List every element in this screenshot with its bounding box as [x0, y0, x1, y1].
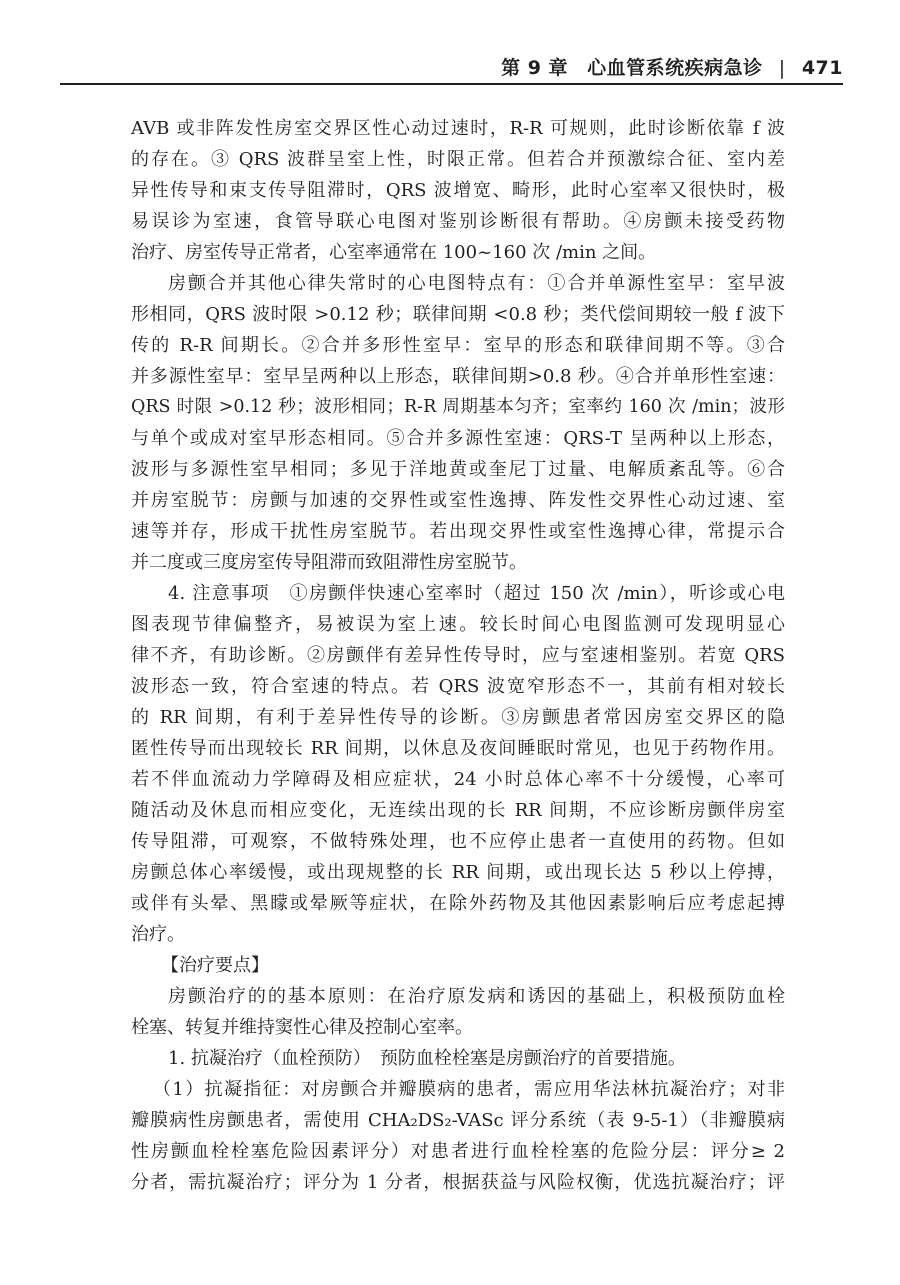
- chapter-title: 心血管系统疾病急诊: [587, 57, 763, 79]
- text-line: 瓣膜病性房颤患者，需使用 CHA₂DS₂-VASc 评分系统（表 9-5-1）（非瓣膜病: [131, 1110, 785, 1131]
- text-line: 4. 注意事项 ①房颤伴快速心室率时（超过 150 次 /min），听诊或心电: [168, 583, 785, 604]
- text-line: （1）抗凝指征：对房颤合并瓣膜病的患者，需应用华法林抗凝治疗；对非: [153, 1079, 785, 1100]
- text-line: 并多源性室早：室早呈两种以上形态，联律间期>0.8 秒。④合并单形性室速：: [131, 366, 785, 387]
- header-separator: |: [778, 57, 786, 79]
- header-rule: [60, 83, 843, 85]
- text-line: 律不齐，有助诊断。②房颤伴有差异性传导时，应与室速相鉴别。若宽 QRS: [131, 645, 785, 666]
- chapter-label: 第 9 章: [501, 57, 569, 79]
- text-line: 形相同，QRS 波时限 >0.12 秒；联律间期 <0.8 秒；类代偿间期较一般 f 波下: [131, 304, 785, 325]
- text-line: 传导阻滞，可观察，不做特殊处理，也不应停止患者一直使用的药物。但如: [131, 831, 785, 852]
- text-line: 易误诊为室速，食管导联心电图对鉴别诊断很有帮助。④房颤未接受药物: [131, 211, 785, 232]
- text-line: 或伴有头晕、黑矇或晕厥等症状，在除外药物及其他因素影响后应考虑起搏: [131, 893, 785, 914]
- text-line: 栓塞、转复并维持窦性心律及控制心室率。: [131, 1017, 473, 1038]
- running-header: [0, 40, 900, 86]
- text-line: 图表现节律偏整齐，易被误为室上速。较长时间心电图监测可发现明显心: [131, 614, 785, 635]
- text-line: 若不伴血流动力学障碍及相应症状，24 小时总体心率不十分缓慢，心率可: [131, 769, 785, 790]
- text-line: 异性传导和束支传导阻滞时，QRS 波增宽、畸形，此时心室率又很快时，极: [131, 180, 785, 201]
- section-heading: 【治疗要点】: [161, 955, 269, 976]
- text-line: 传的 R-R 间期长。②合并多形性室早：室早的形态和联律间期不等。③合: [131, 335, 785, 356]
- text-line: AVB 或非阵发性房室交界区性心动过速时，R-R 可规则，此时诊断依靠 f 波: [131, 118, 785, 139]
- text-line: 的存在。③ QRS 波群呈室上性，时限正常。但若合并预激综合征、室内差: [131, 149, 785, 170]
- text-line: 速等并存，形成干扰性房室脱节。若出现交界性或室性逸搏心律，常提示合: [131, 521, 785, 542]
- text-line: 匿性传导而出现较长 RR 间期，以休息及夜间睡眠时常见，也见于药物作用。: [131, 738, 785, 759]
- page-body: [131, 113, 785, 1198]
- text-line: 分者，需抗凝治疗；评分为 1 分者，根据获益与风险权衡，优选抗凝治疗；评: [131, 1172, 785, 1193]
- text-line: 并房室脱节：房颤与加速的交界性或室性逸搏、阵发性交界性心动过速、室: [131, 490, 785, 511]
- text-line: 1. 抗凝治疗（血栓预防） 预防血栓栓塞是房颤治疗的首要措施。: [168, 1048, 686, 1069]
- text-line: 治疗。: [131, 924, 185, 945]
- text-line: 房颤合并其他心律失常时的心电图特点有：①合并单源性室早：室早波: [168, 273, 785, 294]
- text-line: 并二度或三度房室传导阻滞而致阻滞性房室脱节。: [131, 552, 527, 573]
- text-line: 波形与多源性室早相同；多见于洋地黄或奎尼丁过量、电解质紊乱等。⑥合: [131, 459, 785, 480]
- text-line: 的 RR 间期，有利于差异性传导的诊断。③房颤患者常因房室交界区的隐: [131, 707, 785, 728]
- text-line: 治疗、房室传导正常者，心室率通常在 100~160 次 /min 之间。: [131, 242, 657, 263]
- text-line: QRS 时限 >0.12 秒；波形相同；R-R 周期基本匀齐；室率约 160 次 /min；波形: [131, 397, 785, 417]
- text-line: 性房颤血栓栓塞危险因素评分）对患者进行血栓栓塞的危险分层：评分≥ 2: [131, 1141, 785, 1162]
- text-line: 房颤治疗的的基本原则：在治疗原发病和诱因的基础上，积极预防血栓: [168, 986, 785, 1007]
- text-line: 波形态一致，符合室速的特点。若 QRS 波宽窄形态不一，其前有相对较长: [131, 676, 785, 697]
- text-line: 房颤总体心率缓慢，或出现规整的长 RR 间期，或出现长达 5 秒以上停搏，: [131, 862, 785, 883]
- text-line: 随活动及休息而相应变化，无连续出现的长 RR 间期，不应诊断房颤伴房室: [131, 800, 785, 821]
- page-number: 471: [801, 57, 843, 79]
- header-text: [501, 53, 843, 80]
- text-line: 与单个或成对室早形态相同。⑤合并多源性室速：QRS-T 呈两种以上形态，: [131, 428, 785, 449]
